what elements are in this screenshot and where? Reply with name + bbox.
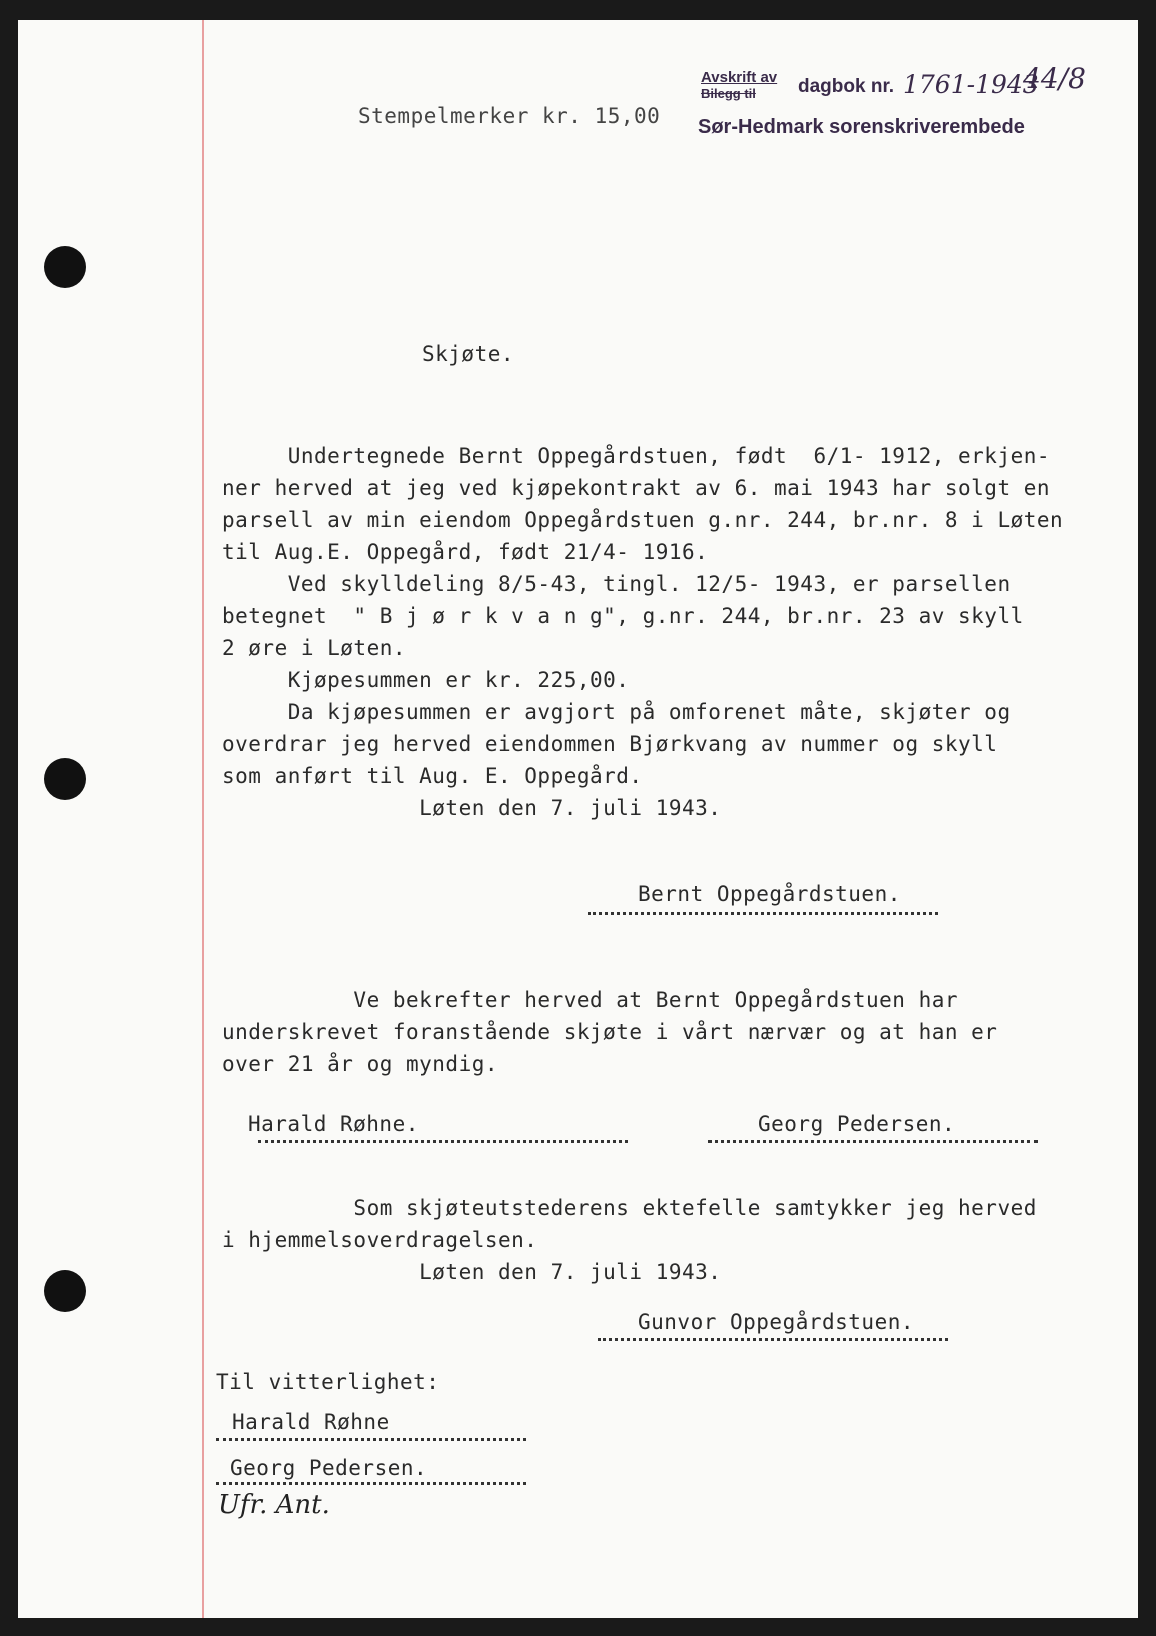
consent-line: i hjemmelsoverdragelsen. <box>222 1228 538 1252</box>
registry-stamp-label: dagbok nr. <box>798 76 895 97</box>
signature-line <box>598 1338 948 1341</box>
dagbok-number: 1761-1943 <box>903 70 1039 99</box>
witness-statement <box>222 984 997 1080</box>
body-line: ner herved at jeg ved kjøpekontrakt av 6. mai 1943 har solgt en <box>222 476 1051 500</box>
statement-line: underskrevet foranstående skjøte i vårt nærvær og at han er <box>222 1020 998 1044</box>
attestation-label: Til vitterlighet: <box>216 1370 440 1394</box>
punch-hole <box>44 246 86 288</box>
statement-line: over 21 år og myndig. <box>222 1052 499 1076</box>
attest-witness2: Georg Pedersen. <box>230 1456 428 1480</box>
document-title: Skjøte. <box>422 342 515 366</box>
spouse-signature: Gunvor Oppegårdstuen. <box>638 1310 915 1334</box>
signature-line <box>216 1438 526 1441</box>
body-line: Løten den 7. juli 1943. <box>222 796 722 820</box>
office-stamp: Sør-Hedmark sorenskriverembede <box>698 116 1025 138</box>
signature-line <box>258 1140 628 1143</box>
witness1-signature: Harald Røhne. <box>248 1112 419 1136</box>
body-line: 2 øre i Løten. <box>222 636 407 660</box>
signature-line <box>588 912 938 915</box>
body-line: parsell av min eiendom Oppegårdstuen g.nr. 244, br.nr. 8 i Løten <box>222 508 1064 532</box>
document-page <box>18 20 1138 1618</box>
body-line: betegnet " B j ø r k v a n g", g.nr. 244, br.nr. 23 av skyll <box>222 604 1024 628</box>
punch-hole <box>44 1270 86 1312</box>
witness2-signature: Georg Pedersen. <box>758 1112 956 1136</box>
stamp-paper-note: Stempelmerker kr. 15,00 <box>358 104 661 128</box>
page-reference: 44/8 <box>1023 62 1086 95</box>
body-line: som anført til Aug. E. Oppegård. <box>222 764 643 788</box>
attest-witness1: Harald Røhne <box>232 1410 390 1434</box>
statement-line: Ve bekrefter herved at Bernt Oppegårdstuen har <box>222 988 959 1012</box>
margin-line <box>202 20 204 1618</box>
signature-line <box>216 1482 526 1485</box>
body-line: Ved skylldeling 8/5-43, tingl. 12/5- 1943, er parsellen <box>222 572 1011 596</box>
body-line: Kjøpesummen er kr. 225,00. <box>222 668 630 692</box>
consent-line: Løten den 7. juli 1943. <box>222 1260 722 1284</box>
registry-stamp-prefix: Avskrift av Bilegg til <box>701 69 778 101</box>
signature-line <box>708 1140 1038 1143</box>
clerk-initials: Ufr. Ant. <box>218 1490 330 1520</box>
consent-line: Som skjøteutstederens ektefelle samtykker jeg herved <box>222 1196 1037 1220</box>
punch-hole <box>44 758 86 800</box>
body-line: Undertegnede Bernt Oppegårdstuen, født 6/1- 1912, erkjen- <box>222 444 1051 468</box>
body-line: til Aug.E. Oppegård, født 21/4- 1916. <box>222 540 709 564</box>
body-line: Da kjøpesummen er avgjort på omforenet måte, skjøter og <box>222 700 1011 724</box>
spouse-consent <box>222 1192 1037 1288</box>
seller-signature: Bernt Oppegårdstuen. <box>638 882 901 906</box>
deed-body <box>222 440 1063 824</box>
body-line: overdrar jeg herved eiendommen Bjørkvang av nummer og skyll <box>222 732 998 756</box>
